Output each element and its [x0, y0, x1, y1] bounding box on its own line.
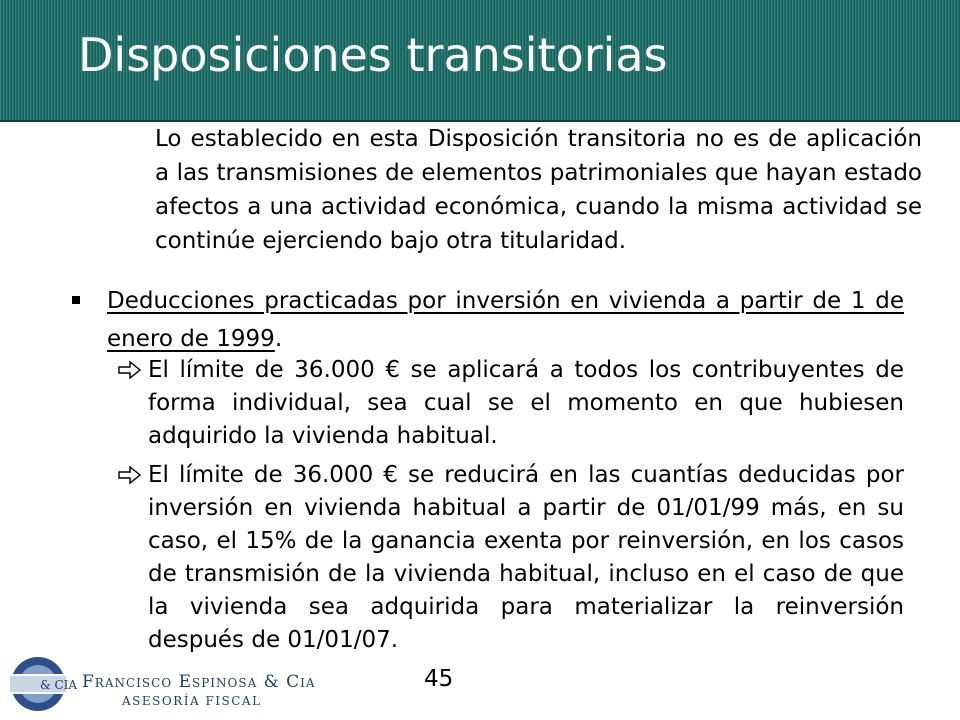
intro-paragraph: Lo establecido en esta Disposición transitoria no es de aplicación a las transmisiones de elementos patrimoniales que hayan estado afectos a una actividad económica, cuando la misma actividad se continúe ejerciendo bajo otra titularidad. — [155, 126, 922, 254]
bullet-trailing-period: . — [274, 326, 283, 352]
logo-subtitle: ASESORÍA FISCAL — [122, 694, 262, 708]
slide-title: Disposiciones transitorias — [78, 28, 668, 82]
bullet-heading: Deducciones practicadas por inversión en vivienda a partir de 1 de enero de 1999 — [107, 288, 904, 352]
page-number: 45 — [424, 666, 454, 692]
bullet-text-container — [107, 282, 904, 358]
sub-item-text: El límite de 36.000 € se reducirá en las cuantías deducidas por inversión en vivienda habitual a partir de 01/01/99 más, en su caso, el 15% de la ganancia exenta por reinversión, en los casos de transmisión de la vivienda habitual, incluso en el caso de que la vivienda sea adquirida para materializar la reinversión después de 01/01/07. — [148, 462, 904, 653]
sub-item-text: El límite de 36.000 € se aplicará a todos los contribuyentes de forma individual, sea cual se el momento en que hubiesen adquirido la vivienda habitual. — [148, 357, 904, 449]
hollow-arrow-right-icon — [118, 360, 142, 380]
slide-header — [0, 0, 960, 122]
square-bullet-icon — [72, 296, 80, 304]
logo-mark-text: & CIA — [40, 678, 78, 692]
hollow-arrow-right-icon — [118, 465, 142, 485]
logo-company-name: Francisco Espinosa & Cia — [82, 672, 316, 692]
